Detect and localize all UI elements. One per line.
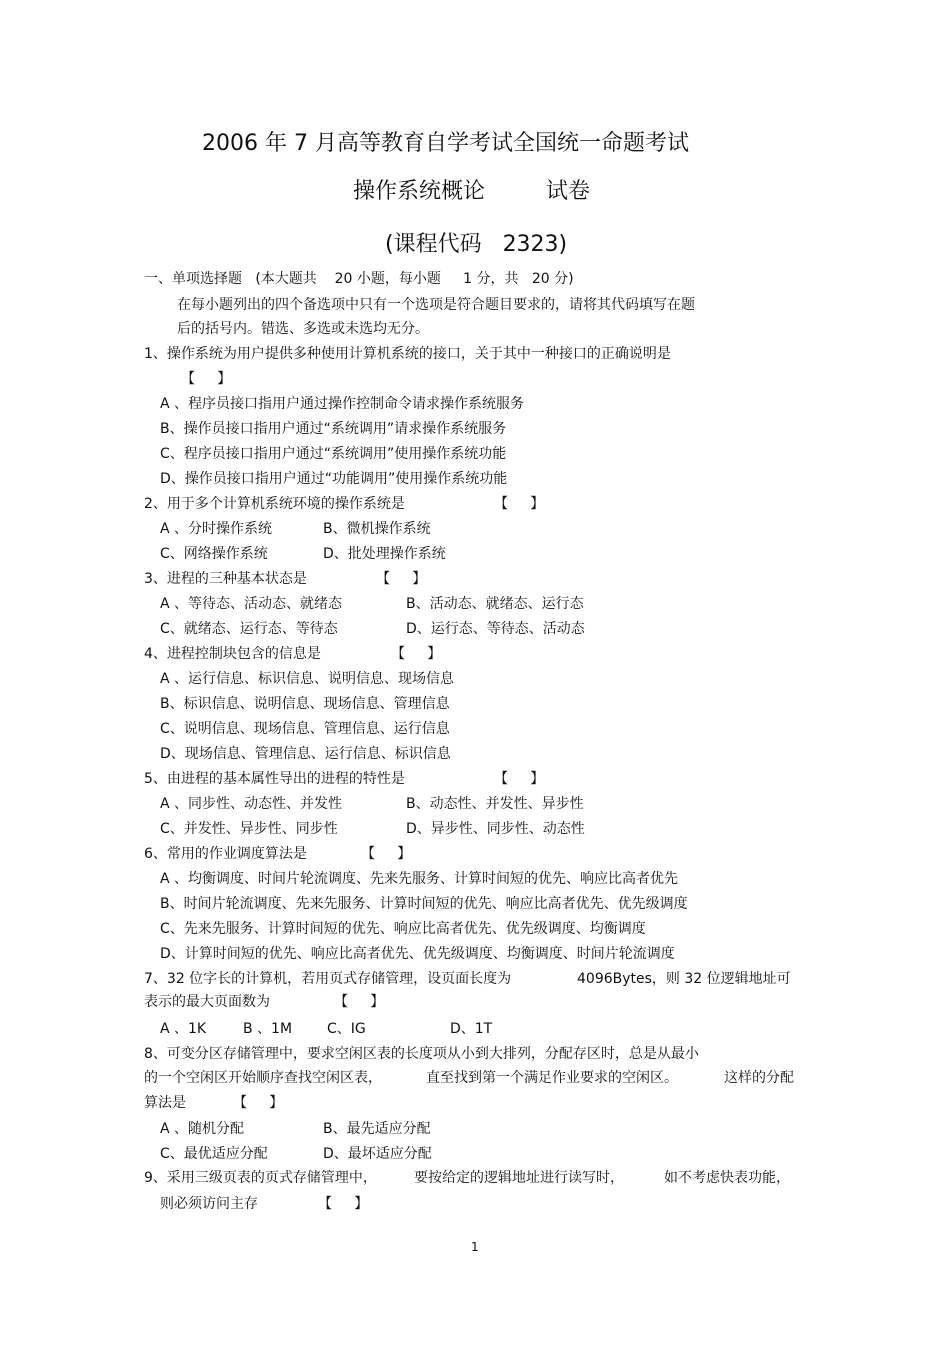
question-stem: 则必须访问主存 <box>160 1196 258 1212</box>
question-stem: 3、进程的三种基本状态是 <box>144 571 307 587</box>
option-b: B、活动态、就绪态、运行态 <box>406 596 584 612</box>
option-c: C、说明信息、现场信息、管理信息、运行信息 <box>160 721 450 737</box>
option-a: A 、等待态、活动态、就绪态 <box>160 596 343 612</box>
option-a: A 、均衡调度、时间片轮流调度、先来先服务、计算时间短的优先、响应比高者优先 <box>160 871 679 887</box>
question-stem: 的一个空闲区开始顺序查找空闲区表， <box>144 1070 382 1086</box>
answer-bracket: 【 】 <box>361 846 412 862</box>
option-b: B、动态性、并发性、异步性 <box>406 796 584 812</box>
answer-bracket: 【 】 <box>494 496 545 512</box>
option-b: B、操作员接口指用户通过“系统调用”请求操作系统服务 <box>160 421 507 437</box>
option-c: C、并发性、异步性、同步性 <box>160 821 338 837</box>
question-stem: 1、操作系统为用户提供多种使用计算机系统的接口，关于其中一种接口的正确说明是 <box>144 346 671 362</box>
answer-bracket: 【 】 <box>318 1196 369 1212</box>
question-stem: 6、常用的作业调度算法是 <box>144 846 307 862</box>
option-c: C、网络操作系统 <box>160 546 268 562</box>
question-stem: 算法是 <box>144 1095 186 1111</box>
answer-bracket: 【 】 <box>391 646 442 662</box>
option-d: D、现场信息、管理信息、运行信息、标识信息 <box>160 746 451 762</box>
answer-bracket: 【 】 <box>494 771 545 787</box>
page-number: 1 <box>471 1240 479 1254</box>
answer-bracket: 【 】 <box>334 994 385 1010</box>
option-a: A 、分时操作系统 <box>160 521 273 537</box>
question-stem: 4096Bytes，则 32 位逻辑地址可 <box>577 971 791 987</box>
exam-title: 2006 年 7 月高等教育自学考试全国统一命题考试 <box>202 131 689 156</box>
option-b: B、微机操作系统 <box>323 521 431 537</box>
option-c: C、程序员接口指用户通过“系统调用”使用操作系统功能 <box>160 446 507 462</box>
option-a: A 、程序员接口指用户通过操作控制命令请求操作系统服务 <box>160 396 525 412</box>
question-stem: 表示的最大页面数为 <box>144 994 270 1010</box>
option-c: C、就绪态、运行态、等待态 <box>160 621 338 637</box>
instruction-line: 在每小题列出的四个备选项中只有一个选项是符合题目要求的，请将其代码填写在题 <box>177 297 695 313</box>
question-stem: 7、32 位字长的计算机，若用页式存储管理，设页面长度为 <box>144 971 512 987</box>
question-stem: 9、采用三级页表的页式存储管理中， <box>144 1170 377 1186</box>
option-a: A 、随机分配 <box>160 1121 245 1137</box>
question-stem: 直至找到第一个满足作业要求的空闲区。 <box>426 1070 678 1086</box>
option-d: D、计算时间短的优先、响应比高者优先、优先级调度、均衡调度、时间片轮流调度 <box>160 946 675 962</box>
option-d: D、异步性、同步性、动态性 <box>406 821 585 837</box>
answer-bracket: 【 】 <box>376 571 427 587</box>
option-b: B、最先适应分配 <box>323 1121 431 1137</box>
option-c: C、IG <box>327 1021 366 1037</box>
answer-bracket: 【 】 <box>233 1095 284 1111</box>
option-a: A 、同步性、动态性、并发性 <box>160 796 343 812</box>
option-d: D、最坏适应分配 <box>323 1146 432 1162</box>
subject-title: 操作系统概论 <box>353 179 486 204</box>
option-b: B 、1M <box>243 1021 293 1037</box>
question-stem: 8、可变分区存储管理中，要求空闲区表的长度项从小到大排列，分配存区时，总是从最小 <box>144 1046 699 1062</box>
option-b: B、标识信息、说明信息、现场信息、管理信息 <box>160 696 450 712</box>
question-stem: 如不考虑快表功能， <box>664 1170 790 1186</box>
option-d: D、操作员接口指用户通过“功能调用”使用操作系统功能 <box>160 471 508 487</box>
option-c: C、先来先服务、计算时间短的优先、响应比高者优先、优先级调度、均衡调度 <box>160 921 646 937</box>
question-stem: 5、由进程的基本属性导出的进程的特性是 <box>144 771 405 787</box>
course-code: (课程代码 2323) <box>385 232 568 257</box>
instruction-line: 后的括号内。错选、多选或未选均无分。 <box>177 321 429 337</box>
section-heading: 一、单项选择题 (本大题共 20 小题，每小题 1 分，共 20 分) <box>144 271 574 287</box>
option-d: D、1T <box>450 1021 493 1037</box>
option-a: A 、1K <box>160 1021 207 1037</box>
option-c: C、最优适应分配 <box>160 1146 268 1162</box>
paper-label: 试卷 <box>546 179 591 204</box>
option-d: D、批处理操作系统 <box>323 546 446 562</box>
option-b: B、时间片轮流调度、先来先服务、计算时间短的优先、响应比高者优先、优先级调度 <box>160 896 688 912</box>
question-stem: 这样的分配 <box>724 1070 794 1086</box>
answer-bracket: 【 】 <box>181 371 232 387</box>
option-d: D、运行态、等待态、活动态 <box>406 621 585 637</box>
question-stem: 2、用于多个计算机系统环境的操作系统是 <box>144 496 405 512</box>
question-stem: 要按给定的逻辑地址进行读写时， <box>414 1170 624 1186</box>
option-a: A 、运行信息、标识信息、说明信息、现场信息 <box>160 671 455 687</box>
question-stem: 4、进程控制块包含的信息是 <box>144 646 321 662</box>
